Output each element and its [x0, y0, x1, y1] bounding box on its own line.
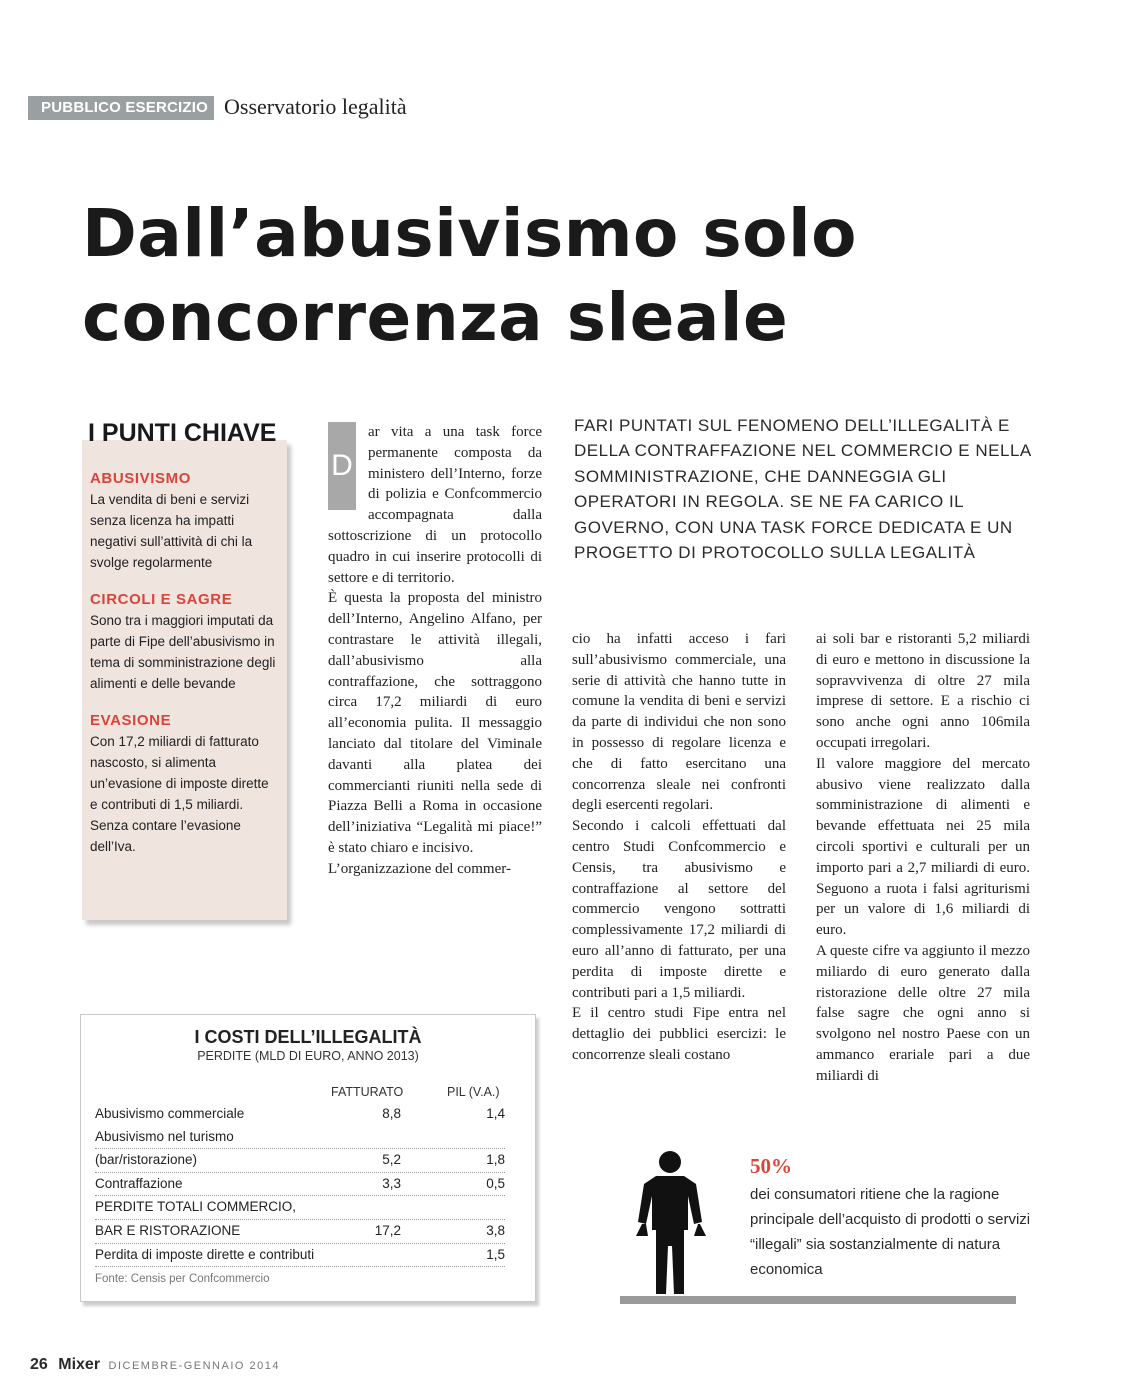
- body-paragraph: E il centro studi Fipe entra nel dettaglio dei pubblici esercizi: le concorrenze sleali costano: [572, 1005, 786, 1063]
- magazine-name: Mixer: [58, 1356, 101, 1373]
- dropcap: D: [328, 422, 356, 510]
- headline: Dall’abusivismo solo concorrenza sleale: [82, 195, 857, 356]
- body-paragraph: Il valore maggiore del mercato abusivo viene realizzato dalla somministrazione di alimenti e bevande effettuata nei 25 mila circoli sportivi e culturali per un importo pari a 2,7 miliardi di euro. Seguono a ruota i falsi agriturismi per un valore di 1,6 miliardi di euro.: [816, 755, 1030, 939]
- table-row: [95, 1173, 505, 1197]
- section-tag: PUBBLICO ESERCIZIO: [28, 96, 214, 120]
- body-paragraph: ar vita a una task force permanente composta da ministero dell’Interno, forze di polizia e Confcommercio accompagnata dalla sottoscrizione di un protocollo quadro in cui inserire protocolli di settore e di territorio.: [328, 424, 542, 586]
- stat-text: dei consumatori ritiene che la ragione principale dell’acquisto di prodotti o servizi “illegali” sia sostanzialmente di natura economica: [750, 1186, 1031, 1278]
- row-label: BAR E RISTORAZIONE: [95, 1222, 241, 1238]
- body-column-3: [816, 629, 1030, 1087]
- stat-divider: [620, 1296, 1016, 1304]
- body-paragraph: cio ha infatti acceso i fari sull’abusivismo commerciale, una serie di attività che hanno tutte in comune la vendita di beni e servizi da parte di individui che non sono in possesso di regolare licenza e che di fatto esercitano una concorrenza sleale nei confronti degli esercenti regolari.: [572, 631, 786, 814]
- key-point-evasione: [90, 712, 279, 857]
- body-column-1: [328, 422, 542, 880]
- page-number: 26: [30, 1356, 48, 1373]
- key-point-heading: EVASIONE: [90, 712, 172, 729]
- row-pil: 3,8: [486, 1222, 505, 1238]
- column-header-pil: PIL (V.A.): [447, 1085, 500, 1099]
- table-subtitle: PERDITE (MLD DI EURO, ANNO 2013): [197, 1049, 419, 1063]
- key-point-heading: CIRCOLI E SAGRE: [90, 591, 233, 608]
- body-column-2: [572, 629, 786, 1066]
- key-points-box: [82, 440, 287, 920]
- stat-value: 50%: [750, 1154, 792, 1178]
- row-pil: 1,5: [486, 1246, 505, 1262]
- row-pil: 1,8: [486, 1152, 505, 1168]
- key-point-abusivismo: [90, 470, 279, 573]
- table-row: [95, 1103, 505, 1126]
- issue-date: DICEMBRE-GENNAIO 2014: [108, 1360, 280, 1372]
- row-fatturato: 8,8: [382, 1106, 401, 1121]
- row-label: Abusivismo nel turismo: [95, 1128, 234, 1144]
- table-row: [95, 1220, 505, 1244]
- body-paragraph: Secondo i calcoli effettuati dal centro Studi Confcommercio e Censis, tra abusivismo e contraffazione al settore del commercio vengono sottratti complessivamente 17,2 miliardi di euro all’anno di fatturato, per una perdita di imposte dirette e contributi pari a 1,5 miliardi.: [572, 818, 786, 1001]
- row-fatturato: 3,3: [382, 1175, 401, 1191]
- key-points-title: I PUNTI CHIAVE: [88, 419, 277, 447]
- key-point-text: Sono tra i maggiori imputati da parte di Fipe dell’abusivismo in tema di somministrazione degli alimenti e delle bevande: [90, 613, 276, 691]
- subheadline: FARI PUNTATI SUL FENOMENO DELL’ILLEGALITÀ E DELLA CONTRAFFAZIONE NEL COMMERCIO E NELLA SOMMINISTRAZIONE, CHE DANNEGGIA GLI OPERATORI IN REGOLA. SE NE FA CARICO IL GOVERNO, CON UNA TASK FORCE DEDICATA E UN PROGETTO DI PROTOCOLLO SULLA LEGALITÀ: [574, 416, 1031, 563]
- key-point-heading: ABUSIVISMO: [90, 470, 192, 487]
- page-footer: [30, 1356, 280, 1374]
- body-paragraph: A queste cifre va aggiunto il mezzo miliardo di euro generato dalla ristorazione delle oltre 27 mila false sagre che ogni anno si svolgono nel nostro Paese con un ammanco erariale pari a due miliardi di: [816, 942, 1030, 1084]
- section-title: Osservatorio legalità: [224, 94, 407, 119]
- row-pil: 1,4: [486, 1106, 505, 1121]
- row-label: Perdita di imposte dirette e contributi: [95, 1246, 315, 1262]
- row-label: (bar/ristorazione): [95, 1152, 198, 1168]
- row-label: Abusivismo commerciale: [95, 1106, 245, 1121]
- row-pil: 0,5: [486, 1175, 505, 1191]
- table-title: I COSTI DELL’ILLEGALITÀ: [194, 1027, 422, 1047]
- key-point-text: Con 17,2 miliardi di fatturato nascosto, si alimenta un’evasione di imposte dirette e contributi di 1,5 miliardi. Senza contare l’evasione dell’Iva.: [90, 734, 269, 854]
- table-row: [95, 1126, 505, 1150]
- table-row: [95, 1196, 505, 1220]
- man-empty-pockets-icon: [634, 1150, 706, 1298]
- row-label: PERDITE TOTALI COMMERCIO,: [95, 1199, 297, 1215]
- body-paragraph: L’organizzazione del commer-: [328, 860, 511, 877]
- table-row: [95, 1149, 505, 1173]
- body-paragraph: È questa la proposta del ministro dell’Interno, Angelino Alfano, per contrastare le attività illegali, dall’abusivismo alla contraffazione, che sottraggono circa 17,2 miliardi di euro all’economia pulita. Il messaggio lanciato dal titolare del Viminale davanti alla platea dei commercianti riuniti nella sede di Piazza Belli a Roma in occasione dell’iniziativa “Legalità mi piace!” è stato chiaro e incisivo.: [328, 590, 542, 856]
- table-row: [95, 1244, 505, 1268]
- body-paragraph: ai soli bar e ristoranti 5,2 miliardi di euro e mettono in discussione la sopravvivenza di oltre 27 mila imprese di settore. E a rischio ci sono anche ogni anno 106mila occupati irregolari.: [816, 631, 1030, 751]
- key-point-text: La vendita di beni e servizi senza licenza ha impatti negativi sull’attività di chi la svolge regolarmente: [90, 492, 253, 570]
- row-fatturato: 5,2: [382, 1152, 401, 1168]
- row-label: Contraffazione: [95, 1175, 183, 1191]
- key-point-circoli-sagre: [90, 591, 279, 694]
- table-source: Fonte: Censis per Confcommercio: [95, 1273, 270, 1285]
- row-fatturato: 17,2: [374, 1222, 401, 1238]
- table-body: [95, 1103, 505, 1267]
- column-header-fatturato: FATTURATO: [331, 1085, 404, 1099]
- costs-table: [80, 1014, 536, 1302]
